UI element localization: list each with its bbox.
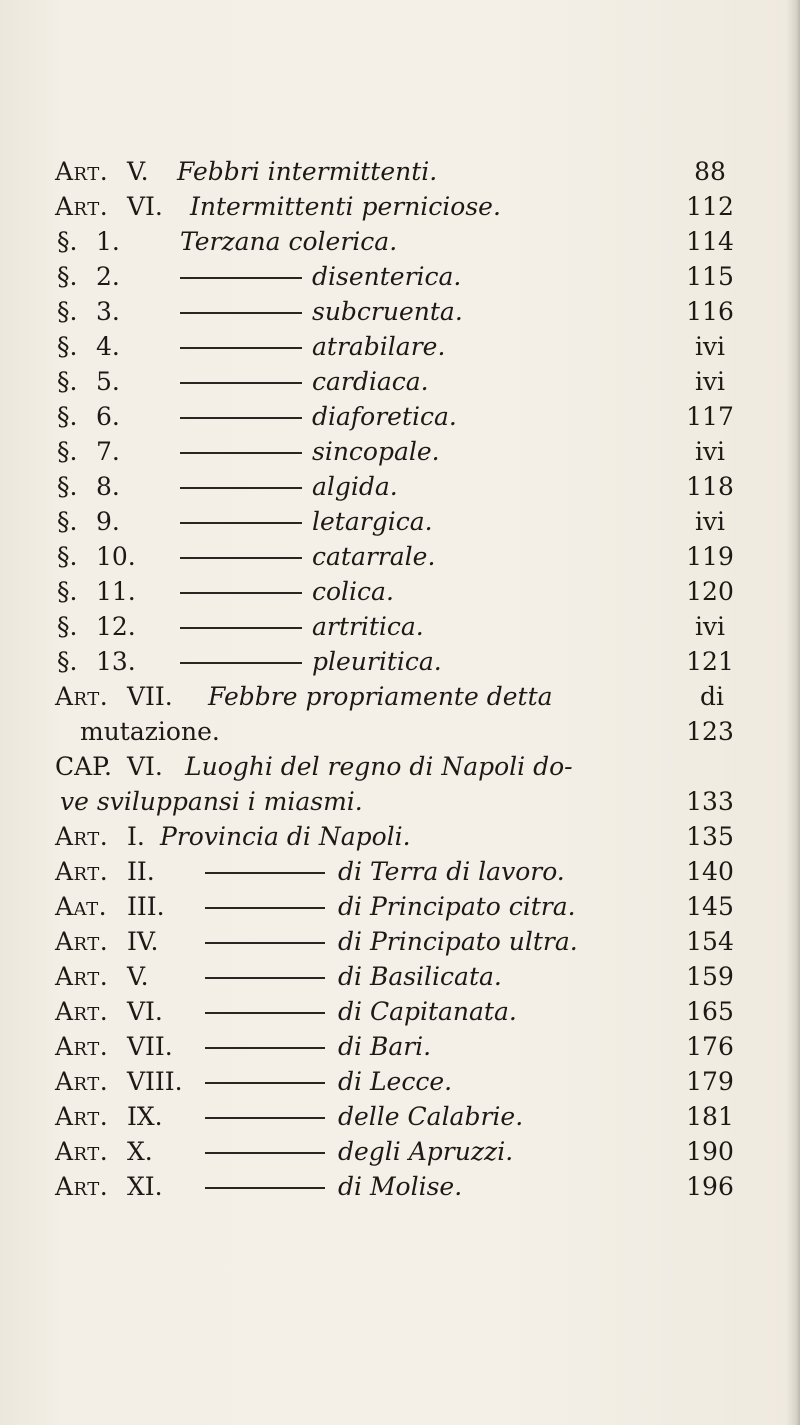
- entry-lead: §.: [57, 437, 78, 466]
- toc-entry: [0, 365, 800, 399]
- entry-lead: Art.: [55, 1032, 109, 1061]
- entry-lead: §.: [57, 332, 78, 361]
- entry-title: di Basilicata.: [338, 962, 502, 991]
- ditto-dash: [180, 487, 302, 489]
- entry-page: 118: [686, 472, 734, 501]
- entry-title: colica.: [312, 577, 394, 606]
- entry-lead: §.: [57, 542, 78, 571]
- entry-title: di Molise.: [338, 1172, 463, 1201]
- entry-lead: Art.: [55, 962, 109, 991]
- entry-continuation: ve sviluppansi i miasmi.: [60, 787, 363, 816]
- entry-lead: Art.: [55, 157, 109, 186]
- entry-page: 120: [686, 577, 734, 606]
- ditto-dash: [180, 662, 302, 664]
- entry-title: delle Calabrie.: [338, 1102, 524, 1131]
- entry-number: VI.: [127, 192, 163, 221]
- entry-title: cardiaca.: [312, 367, 429, 396]
- entry-number: I.: [127, 822, 145, 851]
- entry-page: ivi: [694, 437, 726, 466]
- entry-lead: Art.: [55, 927, 109, 956]
- ditto-dash: [180, 592, 302, 594]
- toc-entry: [0, 575, 800, 609]
- entry-page: 135: [686, 822, 734, 851]
- entry-page: 176: [686, 1032, 734, 1061]
- ditto-dash: [205, 1082, 325, 1084]
- entry-lead: §.: [57, 227, 78, 256]
- toc-entry: [0, 540, 800, 574]
- entry-continuation: mutazione.: [80, 717, 220, 746]
- entry-page: 159: [686, 962, 734, 991]
- ditto-dash: [205, 1047, 325, 1049]
- toc-entry: [0, 1100, 800, 1134]
- entry-lead: §.: [57, 262, 78, 291]
- entry-number: X.: [127, 1137, 153, 1166]
- entry-title: diaforetica.: [312, 402, 457, 431]
- entry-page: 115: [686, 262, 734, 291]
- entry-lead: Art.: [55, 822, 109, 851]
- entry-title: di Principato ultra.: [338, 927, 578, 956]
- entry-page: 116: [686, 297, 734, 326]
- entry-title: subcruenta.: [312, 297, 463, 326]
- entry-title: artritica.: [312, 612, 424, 641]
- ditto-dash: [205, 1187, 325, 1189]
- entry-title: pleuritica.: [312, 647, 442, 676]
- entry-page: 190: [686, 1137, 734, 1166]
- toc-entry: [0, 610, 800, 644]
- entry-title: letargica.: [312, 507, 433, 536]
- entry-number: V.: [127, 962, 149, 991]
- entry-title: sincopale.: [312, 437, 440, 466]
- entry-lead: §.: [57, 402, 78, 431]
- entry-number: VI.: [127, 997, 163, 1026]
- entry-title: Terzana colerica.: [180, 227, 398, 256]
- entry-number: II.: [127, 857, 155, 886]
- entry-number: 4.: [96, 332, 120, 361]
- entry-number: 6.: [96, 402, 120, 431]
- entry-title: atrabilare.: [312, 332, 446, 361]
- toc-entry: [0, 680, 800, 714]
- entry-lead: Art.: [55, 1137, 109, 1166]
- entry-page: 154: [686, 927, 734, 956]
- entry-lead: Art.: [55, 682, 109, 711]
- entry-title: di Principato citra.: [338, 892, 576, 921]
- toc-entry: [0, 190, 800, 224]
- entry-page: 140: [686, 857, 734, 886]
- entry-lead: §.: [57, 647, 78, 676]
- entry-number: XI.: [127, 1172, 163, 1201]
- entry-page: 123: [686, 717, 734, 746]
- entry-title: Febbre propriamente detta: [208, 682, 553, 711]
- entry-lead: Aat.: [55, 892, 108, 921]
- toc-entry: [0, 855, 800, 889]
- entry-lead: Art.: [55, 997, 109, 1026]
- entry-title: Provincia di Napoli.: [160, 822, 411, 851]
- entry-page: 88: [694, 157, 726, 186]
- entry-title-tail: di: [700, 682, 724, 711]
- entry-lead: Art.: [55, 857, 109, 886]
- entry-title: di Bari.: [338, 1032, 432, 1061]
- entry-title: di Capitanata.: [338, 997, 517, 1026]
- toc-entry: [0, 925, 800, 959]
- entry-number: 13.: [96, 647, 136, 676]
- toc-entry: [0, 225, 800, 259]
- toc-entry: [0, 330, 800, 364]
- entry-title: catarrale.: [312, 542, 436, 571]
- entry-number: 12.: [96, 612, 136, 641]
- entry-lead: §.: [57, 507, 78, 536]
- entry-lead: Art.: [55, 1102, 109, 1131]
- ditto-dash: [205, 872, 325, 874]
- toc-entry: [0, 750, 800, 784]
- entry-title: Intermittenti perniciose.: [190, 192, 501, 221]
- entry-number: 5.: [96, 367, 120, 396]
- entry-page: ivi: [694, 332, 726, 361]
- toc-entry: [0, 155, 800, 189]
- ditto-dash: [180, 382, 302, 384]
- entry-lead: §.: [57, 612, 78, 641]
- ditto-dash: [180, 522, 302, 524]
- entry-number: 7.: [96, 437, 120, 466]
- toc-entry: [0, 960, 800, 994]
- entry-page: 165: [686, 997, 734, 1026]
- entry-page: 114: [686, 227, 734, 256]
- entry-number: V.: [127, 157, 149, 186]
- ditto-dash: [205, 1152, 325, 1154]
- entry-page: 121: [686, 647, 734, 676]
- entry-page: 179: [686, 1067, 734, 1096]
- toc-entry: [0, 400, 800, 434]
- entry-number: VII.: [127, 1032, 173, 1061]
- entry-page: 119: [686, 542, 734, 571]
- entry-title: di Terra di lavoro.: [338, 857, 565, 886]
- entry-title: algida.: [312, 472, 398, 501]
- ditto-dash: [180, 277, 302, 279]
- entry-lead: Art.: [55, 1067, 109, 1096]
- toc-entry: [0, 1065, 800, 1099]
- ditto-dash: [180, 347, 302, 349]
- toc-entry: [0, 890, 800, 924]
- entry-number: VIII.: [127, 1067, 183, 1096]
- entry-lead: Art.: [55, 192, 109, 221]
- entry-number: VII.: [127, 682, 173, 711]
- toc-entry: [0, 470, 800, 504]
- entry-page: ivi: [694, 612, 726, 641]
- entry-number: 2.: [96, 262, 120, 291]
- toc-entry: [0, 505, 800, 539]
- ditto-dash: [205, 1117, 325, 1119]
- toc-entry-continuation: [0, 715, 800, 749]
- entry-number: 9.: [96, 507, 120, 536]
- entry-number: IV.: [127, 927, 159, 956]
- ditto-dash: [205, 977, 325, 979]
- ditto-dash: [180, 312, 302, 314]
- entry-title: degli Apruzzi.: [338, 1137, 514, 1166]
- toc-entry: [0, 1170, 800, 1204]
- ditto-dash: [180, 417, 302, 419]
- entry-number: 11.: [96, 577, 136, 606]
- ditto-dash: [205, 1012, 325, 1014]
- entry-lead: §.: [57, 472, 78, 501]
- entry-title: di Lecce.: [338, 1067, 453, 1096]
- entry-page: 145: [686, 892, 734, 921]
- entry-lead: §.: [57, 367, 78, 396]
- toc-entry: [0, 435, 800, 469]
- entry-page: 133: [686, 787, 734, 816]
- entry-page: 196: [686, 1172, 734, 1201]
- toc-entry: [0, 995, 800, 1029]
- ditto-dash: [180, 627, 302, 629]
- toc-entry: [0, 295, 800, 329]
- entry-title: disenterica.: [312, 262, 462, 291]
- entry-title: Luoghi del regno di Napoli do-: [185, 752, 573, 781]
- entry-page: 117: [686, 402, 734, 431]
- toc-entry: [0, 820, 800, 854]
- entry-number: III.: [127, 892, 165, 921]
- toc-entry: [0, 1135, 800, 1169]
- ditto-dash: [205, 942, 325, 944]
- toc-entry-continuation: [0, 785, 800, 819]
- entry-number: IX.: [127, 1102, 163, 1131]
- entry-page: 112: [686, 192, 734, 221]
- entry-title: Febbri intermittenti.: [177, 157, 438, 186]
- toc-entry: [0, 645, 800, 679]
- entry-lead: CAP.: [55, 752, 112, 781]
- entry-number: 10.: [96, 542, 136, 571]
- toc-entry: [0, 260, 800, 294]
- entry-number: 3.: [96, 297, 120, 326]
- ditto-dash: [180, 557, 302, 559]
- entry-lead: Art.: [55, 1172, 109, 1201]
- entry-number: 8.: [96, 472, 120, 501]
- entry-number: 1.: [96, 227, 120, 256]
- entry-page: 181: [686, 1102, 734, 1131]
- entry-lead: §.: [57, 297, 78, 326]
- entry-page: ivi: [694, 367, 726, 396]
- entry-lead: §.: [57, 577, 78, 606]
- entry-page: ivi: [694, 507, 726, 536]
- entry-number: VI.: [127, 752, 163, 781]
- toc-entry: [0, 1030, 800, 1064]
- ditto-dash: [180, 452, 302, 454]
- ditto-dash: [205, 907, 325, 909]
